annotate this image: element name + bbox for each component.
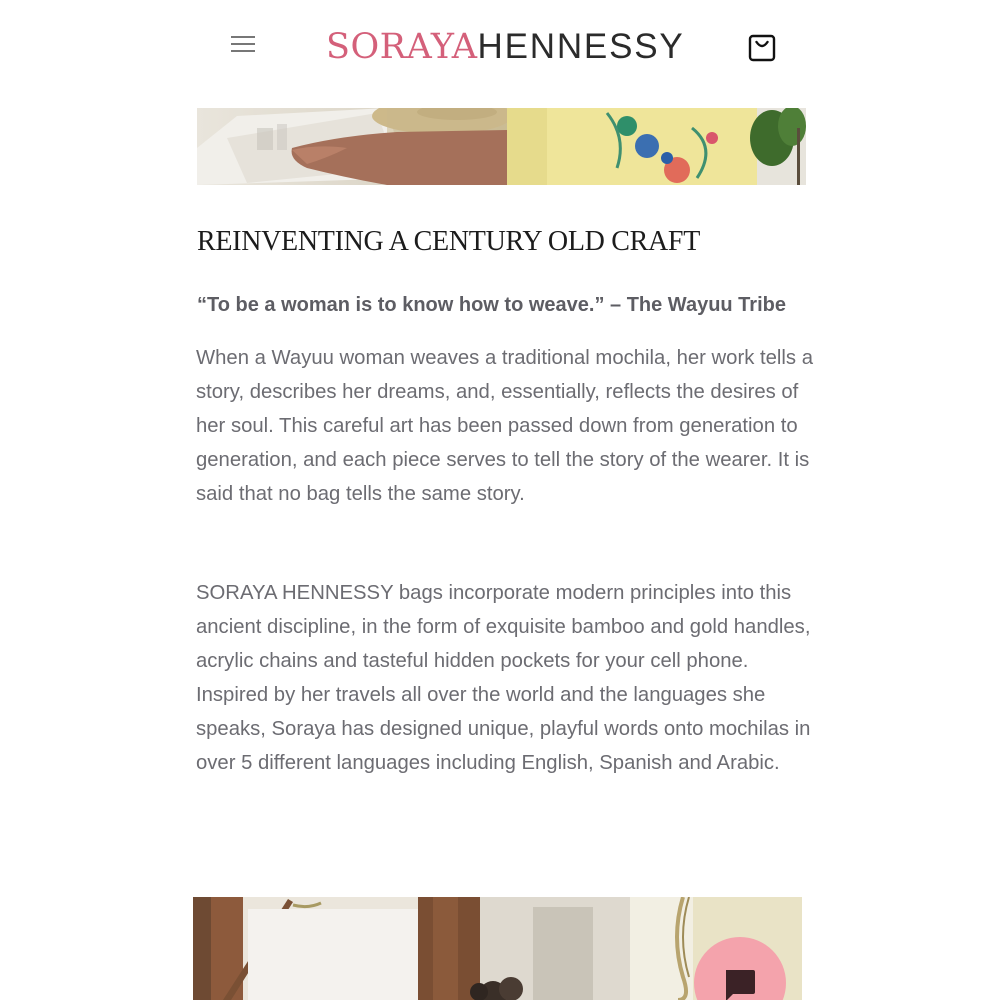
hamburger-menu-icon[interactable] [229, 33, 257, 55]
chat-bubble-icon [722, 967, 758, 1000]
brand-logo[interactable] [326, 22, 685, 72]
article-quote: “To be a woman is to know how to weave.” – The Wayuu Tribe [197, 294, 786, 316]
article-paragraph-1: When a Wayuu woman weaves a traditional mochila, her work tells a story, describes her dreams, and, essentially, reflects the desires of her soul. This careful art has been passed down from generation to generation, and each piece serves to tell the story of the wearer. It is said that no bag tells the same story. [196, 347, 813, 506]
article-title: REINVENTING A CENTURY OLD CRAFT [197, 226, 700, 257]
article-paragraph-2: SORAYA HENNESSY bags incorporate modern principles into this ancient discipline, in the form of exquisite bamboo and gold handles, acrylic chains and tasteful hidden pockets for your cell phone. Inspired by her travels all over the world and the languages she speaks, Soraya has designed unique, playful words onto mochilas in over 5 different languages including English, Spanish and Arabic. [196, 582, 811, 775]
shopping-bag-icon[interactable] [747, 31, 777, 63]
weaving-hands-photo [197, 108, 806, 185]
logo-first-word: SORAYA [326, 27, 478, 67]
site-header [0, 0, 1000, 95]
logo-last-word: HENNESSY [477, 27, 685, 66]
